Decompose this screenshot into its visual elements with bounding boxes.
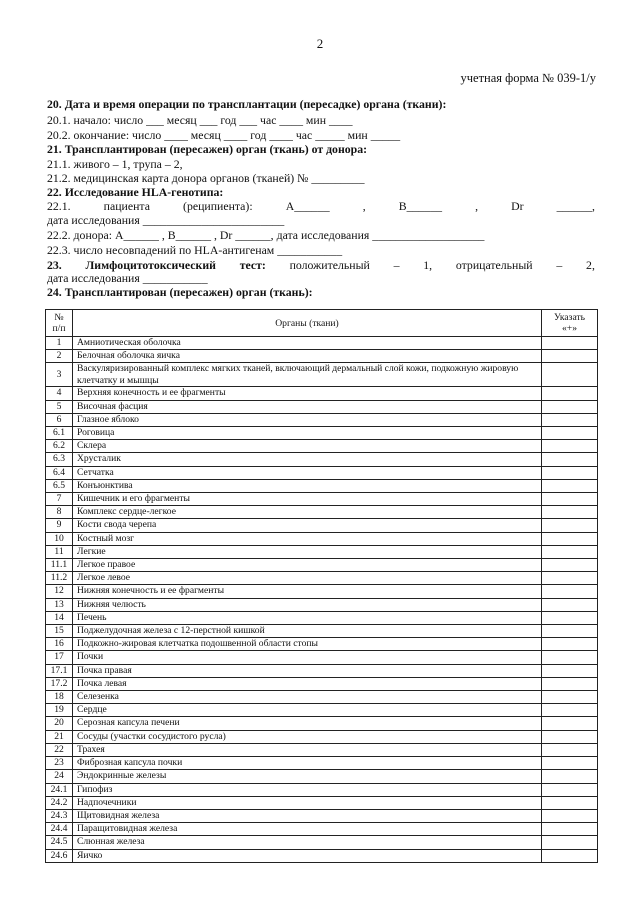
row-mark-cell[interactable] bbox=[542, 730, 598, 743]
row-organ: Щитовидная железа bbox=[73, 809, 542, 822]
row-organ: Склера bbox=[73, 440, 542, 453]
row-organ: Сосуды (участки сосудистого русла) bbox=[73, 730, 542, 743]
table-row bbox=[46, 572, 598, 585]
table-row bbox=[46, 506, 598, 519]
table-row bbox=[46, 836, 598, 849]
row-organ: Серозная капсула печени bbox=[73, 717, 542, 730]
table-row bbox=[46, 849, 598, 862]
table-row bbox=[46, 770, 598, 783]
table-row bbox=[46, 466, 598, 479]
table-row bbox=[46, 519, 598, 532]
row-number: 10 bbox=[46, 532, 73, 545]
row-mark-cell[interactable] bbox=[542, 757, 598, 770]
row-organ: Костный мозг bbox=[73, 532, 542, 545]
row-number: 16 bbox=[46, 638, 73, 651]
row-mark-cell[interactable] bbox=[542, 519, 598, 532]
table-row bbox=[46, 400, 598, 413]
row-organ: Сердце bbox=[73, 704, 542, 717]
row-organ: Почка правая bbox=[73, 664, 542, 677]
row-mark-cell[interactable] bbox=[542, 585, 598, 598]
line-20-1: 20.1. начало: число ___ месяц ___ год ___ час ____ мин ____ bbox=[47, 113, 353, 127]
line-22-1-part: , bbox=[362, 199, 366, 213]
table-row bbox=[46, 638, 598, 651]
table-row bbox=[46, 427, 598, 440]
row-organ: Комплекс сердце-легкое bbox=[73, 506, 542, 519]
row-mark-cell[interactable] bbox=[542, 350, 598, 363]
table-row bbox=[46, 717, 598, 730]
row-number: 14 bbox=[46, 611, 73, 624]
row-mark-cell[interactable] bbox=[542, 387, 598, 400]
row-mark-cell[interactable] bbox=[542, 427, 598, 440]
row-mark-cell[interactable] bbox=[542, 337, 598, 350]
row-number: 9 bbox=[46, 519, 73, 532]
table-row bbox=[46, 743, 598, 756]
row-mark-cell[interactable] bbox=[542, 506, 598, 519]
row-mark-cell[interactable] bbox=[542, 559, 598, 572]
row-number: 19 bbox=[46, 704, 73, 717]
table-row bbox=[46, 545, 598, 558]
line-21-1: 21.1. живого – 1, трупа – 2, bbox=[47, 157, 183, 171]
line-22-3: 22.3. число несовпадений по HLA-антигенам ___________ bbox=[47, 243, 343, 257]
table-row bbox=[46, 783, 598, 796]
row-organ: Кишечник и его фрагменты bbox=[73, 493, 542, 506]
row-organ: Яичко bbox=[73, 849, 542, 862]
row-number: 11 bbox=[46, 545, 73, 558]
line-22-2: 22.2. донора: А______ , В______ , Dr ______, дата исследования ___________________ bbox=[47, 228, 485, 242]
table-row bbox=[46, 532, 598, 545]
table-row bbox=[46, 611, 598, 624]
line-22-1-part: 22.1. bbox=[47, 199, 71, 213]
table-row bbox=[46, 823, 598, 836]
line-21-2: 21.2. медицинская карта донора органов (тканей) № _________ bbox=[47, 171, 365, 185]
row-mark-cell[interactable] bbox=[542, 532, 598, 545]
row-organ: Глазное яблоко bbox=[73, 413, 542, 426]
row-number: 20 bbox=[46, 717, 73, 730]
table-row bbox=[46, 651, 598, 664]
table-header-row bbox=[46, 310, 598, 337]
row-organ: Легкие bbox=[73, 545, 542, 558]
row-organ: Верхняя конечность и ее фрагменты bbox=[73, 387, 542, 400]
row-number: 21 bbox=[46, 730, 73, 743]
row-organ: Почка левая bbox=[73, 677, 542, 690]
table-row bbox=[46, 413, 598, 426]
row-mark-cell[interactable] bbox=[542, 638, 598, 651]
row-organ: Надпочечники bbox=[73, 796, 542, 809]
table-row bbox=[46, 363, 598, 387]
row-organ: Поджелудочная железа с 12-перстной кишкой bbox=[73, 625, 542, 638]
table-row bbox=[46, 809, 598, 822]
row-organ: Сетчатка bbox=[73, 466, 542, 479]
row-number: 24.4 bbox=[46, 823, 73, 836]
line-23-part: 1, bbox=[423, 258, 433, 272]
row-mark-cell[interactable] bbox=[542, 849, 598, 862]
row-number: 17.1 bbox=[46, 664, 73, 677]
table-row bbox=[46, 677, 598, 690]
table-row bbox=[46, 585, 598, 598]
row-organ: Почки bbox=[73, 651, 542, 664]
row-organ: Хрусталик bbox=[73, 453, 542, 466]
table-row bbox=[46, 387, 598, 400]
line-23-part: тест: bbox=[239, 258, 266, 272]
row-mark-cell[interactable] bbox=[542, 677, 598, 690]
row-organ: Васкуляризированный комплекс мягких тканей, включающий дермальный слой кожи, подкожную жировую клетчатку и мышцы bbox=[73, 363, 542, 387]
line-23-part: 2, bbox=[586, 258, 595, 272]
row-number: 2 bbox=[46, 350, 73, 363]
row-mark-cell[interactable] bbox=[542, 625, 598, 638]
line-22-1-part: В______ bbox=[398, 199, 442, 213]
row-mark-cell[interactable] bbox=[542, 836, 598, 849]
line-22-1-part: Dr bbox=[511, 199, 524, 213]
row-mark-cell[interactable] bbox=[542, 440, 598, 453]
row-mark-cell[interactable] bbox=[542, 453, 598, 466]
row-organ: Слюнная железа bbox=[73, 836, 542, 849]
row-organ: Амниотическая оболочка bbox=[73, 337, 542, 350]
table-row bbox=[46, 598, 598, 611]
row-organ: Легкое левое bbox=[73, 572, 542, 585]
row-number: 12 bbox=[46, 585, 73, 598]
section-22-heading: 22. Исследование HLA-генотипа: bbox=[47, 185, 224, 199]
row-mark-cell[interactable] bbox=[542, 572, 598, 585]
row-mark-cell[interactable] bbox=[542, 493, 598, 506]
row-number: 17.2 bbox=[46, 677, 73, 690]
row-organ: Нижняя конечность и ее фрагменты bbox=[73, 585, 542, 598]
header-number: № п/п bbox=[46, 310, 73, 337]
row-number: 7 bbox=[46, 493, 73, 506]
section-24-heading: 24. Трансплантирован (пересажен) орган (ткань): bbox=[47, 285, 313, 299]
table-row bbox=[46, 337, 598, 350]
table-row bbox=[46, 453, 598, 466]
table-row bbox=[46, 704, 598, 717]
line-22-1 bbox=[47, 199, 595, 213]
line-22-1-part: А______ bbox=[285, 199, 330, 213]
row-mark-cell[interactable] bbox=[542, 611, 598, 624]
row-mark-cell[interactable] bbox=[542, 770, 598, 783]
row-number: 22 bbox=[46, 743, 73, 756]
line-22-1-part: (реципиента): bbox=[183, 199, 253, 213]
row-organ: Кости свода черепа bbox=[73, 519, 542, 532]
row-number: 3 bbox=[46, 363, 73, 387]
row-number: 1 bbox=[46, 337, 73, 350]
table-row bbox=[46, 625, 598, 638]
table-row bbox=[46, 757, 598, 770]
row-number: 6.1 bbox=[46, 427, 73, 440]
table-row bbox=[46, 559, 598, 572]
row-number: 13 bbox=[46, 598, 73, 611]
table-row bbox=[46, 350, 598, 363]
row-mark-cell[interactable] bbox=[542, 823, 598, 836]
row-mark-cell[interactable] bbox=[542, 479, 598, 492]
row-mark-cell[interactable] bbox=[542, 651, 598, 664]
row-number: 6.4 bbox=[46, 466, 73, 479]
row-mark-cell[interactable] bbox=[542, 743, 598, 756]
organs-table bbox=[45, 309, 598, 863]
row-organ: Паращитовидная железа bbox=[73, 823, 542, 836]
row-mark-cell[interactable] bbox=[542, 717, 598, 730]
section-21-heading: 21. Трансплантирован (пересажен) орган (ткань) от донора: bbox=[47, 142, 368, 156]
row-organ: Подкожно-жировая клетчатка подошвенной области стопы bbox=[73, 638, 542, 651]
row-number: 24.2 bbox=[46, 796, 73, 809]
line-23-part: – bbox=[393, 258, 400, 272]
line-23-part: 23. bbox=[47, 258, 62, 272]
line-20-2: 20.2. окончание: число ____ месяц ____ год ____ час _____ мин _____ bbox=[47, 128, 401, 142]
header-mark: Указать «+» bbox=[542, 310, 598, 337]
table-row bbox=[46, 493, 598, 506]
row-mark-cell[interactable] bbox=[542, 598, 598, 611]
row-organ: Эндокринные железы bbox=[73, 770, 542, 783]
line-22-1-part: пациента bbox=[103, 199, 150, 213]
row-number: 4 bbox=[46, 387, 73, 400]
row-organ: Роговица bbox=[73, 427, 542, 440]
row-number: 24.3 bbox=[46, 809, 73, 822]
row-organ: Легкое правое bbox=[73, 559, 542, 572]
section-20-heading: 20. Дата и время операции по трансплантации (пересадке) органа (ткани): bbox=[47, 97, 447, 111]
row-number: 5 bbox=[46, 400, 73, 413]
row-organ: Печень bbox=[73, 611, 542, 624]
line-23-part: – bbox=[556, 258, 563, 272]
row-number: 23 bbox=[46, 757, 73, 770]
row-mark-cell[interactable] bbox=[542, 363, 598, 387]
table-row bbox=[46, 796, 598, 809]
row-organ: Гипофиз bbox=[73, 783, 542, 796]
row-number: 15 bbox=[46, 625, 73, 638]
header-organ: Органы (ткани) bbox=[73, 310, 542, 337]
row-mark-cell[interactable] bbox=[542, 809, 598, 822]
table-row bbox=[46, 664, 598, 677]
row-number: 24.1 bbox=[46, 783, 73, 796]
row-mark-cell[interactable] bbox=[542, 545, 598, 558]
row-number: 18 bbox=[46, 691, 73, 704]
row-mark-cell[interactable] bbox=[542, 400, 598, 413]
row-organ: Конъюнктива bbox=[73, 479, 542, 492]
row-organ: Фиброзная капсула почки bbox=[73, 757, 542, 770]
row-number: 6.3 bbox=[46, 453, 73, 466]
row-mark-cell[interactable] bbox=[542, 691, 598, 704]
line-23-part: положительный bbox=[289, 258, 370, 272]
line-22-1-date: дата исследования ________________________ bbox=[47, 213, 285, 227]
row-number: 8 bbox=[46, 506, 73, 519]
row-number: 11.1 bbox=[46, 559, 73, 572]
table-row bbox=[46, 440, 598, 453]
row-mark-cell[interactable] bbox=[542, 783, 598, 796]
row-organ: Височная фасция bbox=[73, 400, 542, 413]
line-23 bbox=[47, 258, 595, 272]
table-row bbox=[46, 691, 598, 704]
line-22-1-part: , bbox=[475, 199, 479, 213]
table-row bbox=[46, 479, 598, 492]
row-number: 24.5 bbox=[46, 836, 73, 849]
row-organ: Нижняя челюсть bbox=[73, 598, 542, 611]
line-23-date: дата исследования ___________ bbox=[47, 271, 208, 285]
row-mark-cell[interactable] bbox=[542, 664, 598, 677]
row-number: 17 bbox=[46, 651, 73, 664]
line-23-part: отрицательный bbox=[455, 258, 533, 272]
row-number: 24 bbox=[46, 770, 73, 783]
line-22-1-part: ______, bbox=[556, 199, 595, 213]
line-23-part: Лимфоцитотоксический bbox=[85, 258, 216, 272]
row-mark-cell[interactable] bbox=[542, 704, 598, 717]
row-number: 6.5 bbox=[46, 479, 73, 492]
row-mark-cell[interactable] bbox=[542, 466, 598, 479]
row-number: 6.2 bbox=[46, 440, 73, 453]
row-organ: Трахея bbox=[73, 743, 542, 756]
row-organ: Белочная оболочка яичка bbox=[73, 350, 542, 363]
table-row bbox=[46, 730, 598, 743]
row-number: 24.6 bbox=[46, 849, 73, 862]
row-number: 6 bbox=[46, 413, 73, 426]
row-number: 11.2 bbox=[46, 572, 73, 585]
row-organ: Селезенка bbox=[73, 691, 542, 704]
page-number: 2 bbox=[316, 36, 324, 51]
row-mark-cell[interactable] bbox=[542, 413, 598, 426]
row-mark-cell[interactable] bbox=[542, 796, 598, 809]
form-number: учетная форма № 039-1/у bbox=[460, 71, 596, 85]
